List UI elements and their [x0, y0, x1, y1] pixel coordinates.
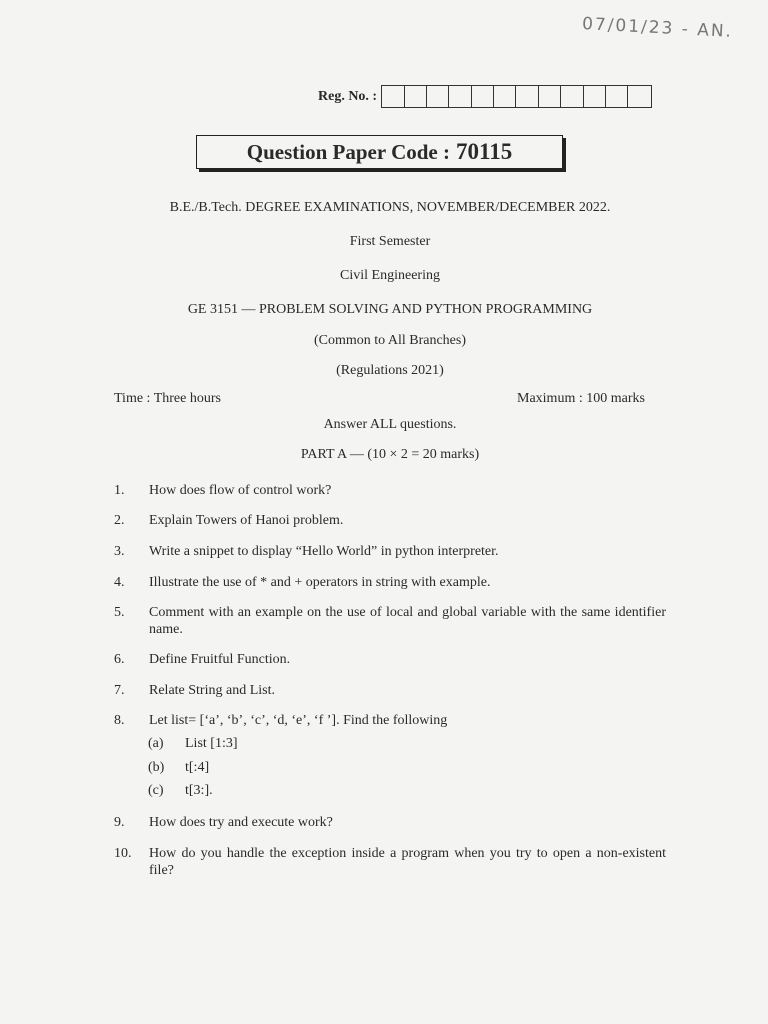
sub-question-label: (c): [148, 783, 164, 798]
reg-no-box: [584, 86, 606, 107]
reg-no-boxes: [381, 85, 652, 108]
question-number: 1.: [114, 483, 125, 498]
sub-question-text: List [1:3]: [185, 736, 238, 751]
question-item: [114, 512, 666, 529]
semester: First Semester: [349, 234, 431, 249]
exam-title: B.E./B.Tech. DEGREE EXAMINATIONS, NOVEMBER/DECEMBER 2022.: [169, 200, 611, 215]
question-number: 4.: [114, 575, 125, 590]
sub-question-text: t[3:].: [185, 783, 213, 798]
question-text: How do you handle the exception inside a program when you try to open a non-existent file?: [149, 846, 666, 878]
question-text: Write a snippet to display “Hello World” in python interpreter.: [149, 544, 499, 559]
question-number: 2.: [114, 513, 125, 528]
question-item: [114, 814, 666, 831]
instruction: Answer ALL questions.: [323, 417, 457, 432]
reg-no-box: [449, 86, 471, 107]
question-number: 6.: [114, 652, 125, 667]
sub-question: [148, 736, 238, 752]
question-text: How does flow of control work?: [149, 483, 332, 498]
reg-no-box: [427, 86, 449, 107]
course-title: GE 3151 — PROBLEM SOLVING AND PYTHON PROGRAMMING: [187, 302, 593, 317]
question-item: [114, 574, 666, 591]
question-item: [114, 682, 666, 699]
reg-no-box: [405, 86, 427, 107]
question-text: How does try and execute work?: [149, 815, 333, 830]
question-item: [114, 604, 666, 638]
part-a-heading: PART A — (10 × 2 = 20 marks): [300, 447, 480, 462]
question-number: 9.: [114, 815, 125, 830]
question-text: Define Fruitful Function.: [149, 652, 291, 667]
question-item: [114, 482, 666, 499]
reg-no-row: [318, 85, 652, 108]
regulations: (Regulations 2021): [336, 363, 444, 378]
question-text: Explain Towers of Hanoi problem.: [149, 513, 344, 528]
sub-question-label: (b): [148, 760, 165, 775]
question-text: Let list= [‘a’, ‘b’, ‘c’, ‘d, ‘e’, ‘f ’]. Find the following: [149, 713, 448, 728]
reg-no-box: [472, 86, 494, 107]
time-allowed: Time : Three hours: [114, 391, 221, 406]
question-paper-code-box: [196, 135, 563, 169]
question-number: 5.: [114, 605, 125, 620]
reg-no-box: [606, 86, 628, 107]
reg-no-box: [516, 86, 538, 107]
question-text: Comment with an example on the use of local and global variable with the same identifier name.: [149, 605, 666, 637]
reg-no-box: [561, 86, 583, 107]
reg-no-label: Reg. No. :: [318, 88, 378, 104]
common-to: (Common to All Branches): [313, 333, 467, 348]
question-text: Relate String and List.: [149, 683, 275, 698]
sub-question: [148, 783, 213, 799]
reg-no-box: [382, 86, 404, 107]
sub-question-text: t[:4]: [185, 760, 210, 775]
question-item: [114, 845, 666, 879]
question-item: [114, 543, 666, 560]
question-item: [114, 712, 666, 729]
question-paper-code-number: 70115: [455, 139, 513, 164]
question-number: 7.: [114, 683, 125, 698]
sub-question-label: (a): [148, 736, 164, 751]
reg-no-box: [539, 86, 561, 107]
reg-no-box: [494, 86, 516, 107]
maximum-marks: Maximum : 100 marks: [517, 391, 645, 406]
question-number: 8.: [114, 713, 125, 728]
question-paper-code-label: Question Paper Code :: [246, 139, 450, 164]
reg-no-box: [628, 86, 650, 107]
branch: Civil Engineering: [340, 268, 440, 283]
handwritten-date-note: 07/01/23 - AN.: [581, 14, 734, 42]
sub-question: [148, 760, 209, 776]
question-number: 10.: [114, 846, 132, 861]
question-number: 3.: [114, 544, 125, 559]
question-text: Illustrate the use of * and + operators in string with example.: [149, 575, 491, 590]
question-item: [114, 651, 666, 668]
